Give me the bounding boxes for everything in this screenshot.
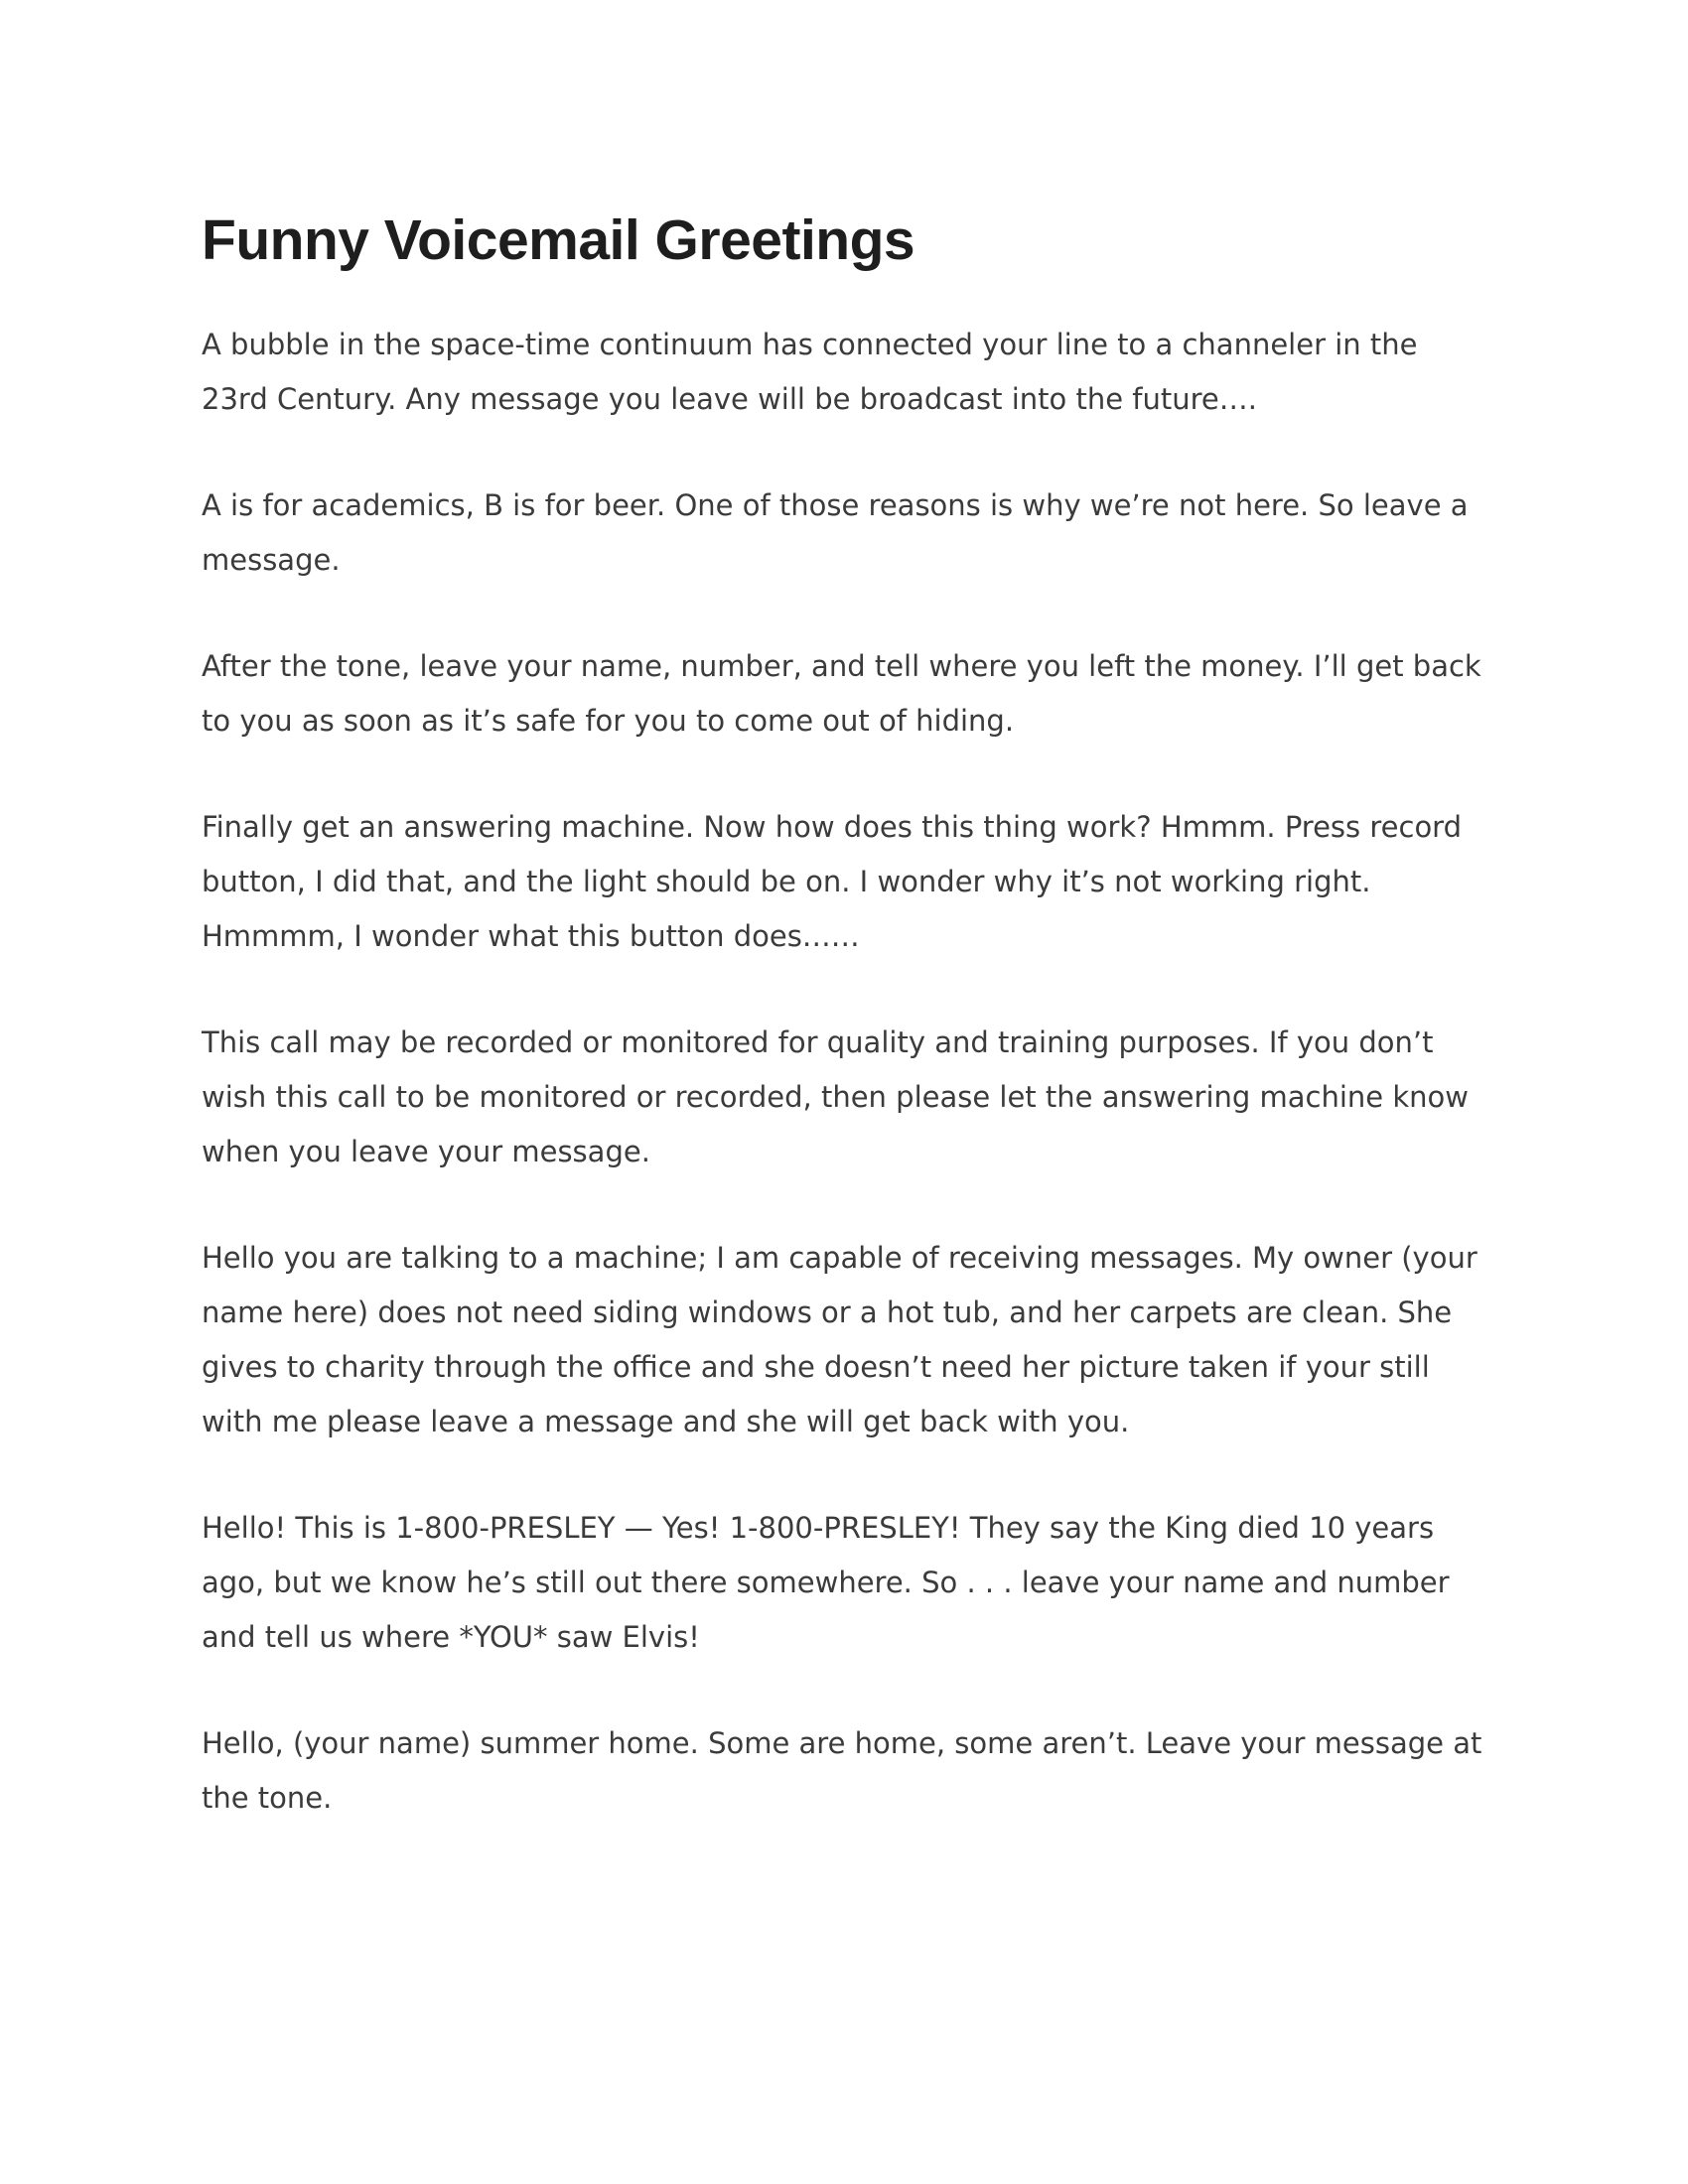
paragraph-6: Hello you are talking to a machine; I am capable of receiving messages. My owner (your name here) does not need siding windows or a hot tub, and her carpets are clean. She gives to charity through the office and she doesn’t need her picture taken if your still with me please leave a message and she will get back with you. bbox=[202, 1241, 1477, 1439]
document-content bbox=[202, 206, 1492, 1877]
paragraph-1: A bubble in the space-time continuum has connected your line to a channeler in the 23rd Century. Any message you leave will be broadcast into the future…. bbox=[202, 328, 1418, 417]
paragraph-5: This call may be recorded or monitored for quality and training purposes. If you don’t wish this call to be monitored or recorded, then please let the answering machine know when you leave your message. bbox=[202, 1025, 1469, 1169]
page-title: Funny Voicemail Greetings bbox=[202, 208, 915, 272]
paragraph-8: Hello, (your name) summer home. Some are home, some aren’t. Leave your message at the tone. bbox=[202, 1726, 1482, 1816]
paragraph-4: Finally get an answering machine. Now how does this thing work? Hmmm. Press record button, I did that, and the light should be on. I wonder why it’s not working right. Hmmmm, I wonder what this button does…… bbox=[202, 810, 1463, 954]
paragraph-7: Hello! This is 1-800-PRESLEY — Yes! 1-800-PRESLEY! They say the King died 10 years ago, but we know he’s still out there somewhere. So . . . leave your name and number and tell us where *YOU* saw Elvis! bbox=[202, 1511, 1450, 1655]
paragraph-3: After the tone, leave your name, number, and tell where you left the money. I’ll get back to you as soon as it’s safe for you to come out of hiding. bbox=[202, 649, 1481, 739]
paragraph-2: A is for academics, B is for beer. One of those reasons is why we’re not here. So leave a message. bbox=[202, 488, 1469, 578]
